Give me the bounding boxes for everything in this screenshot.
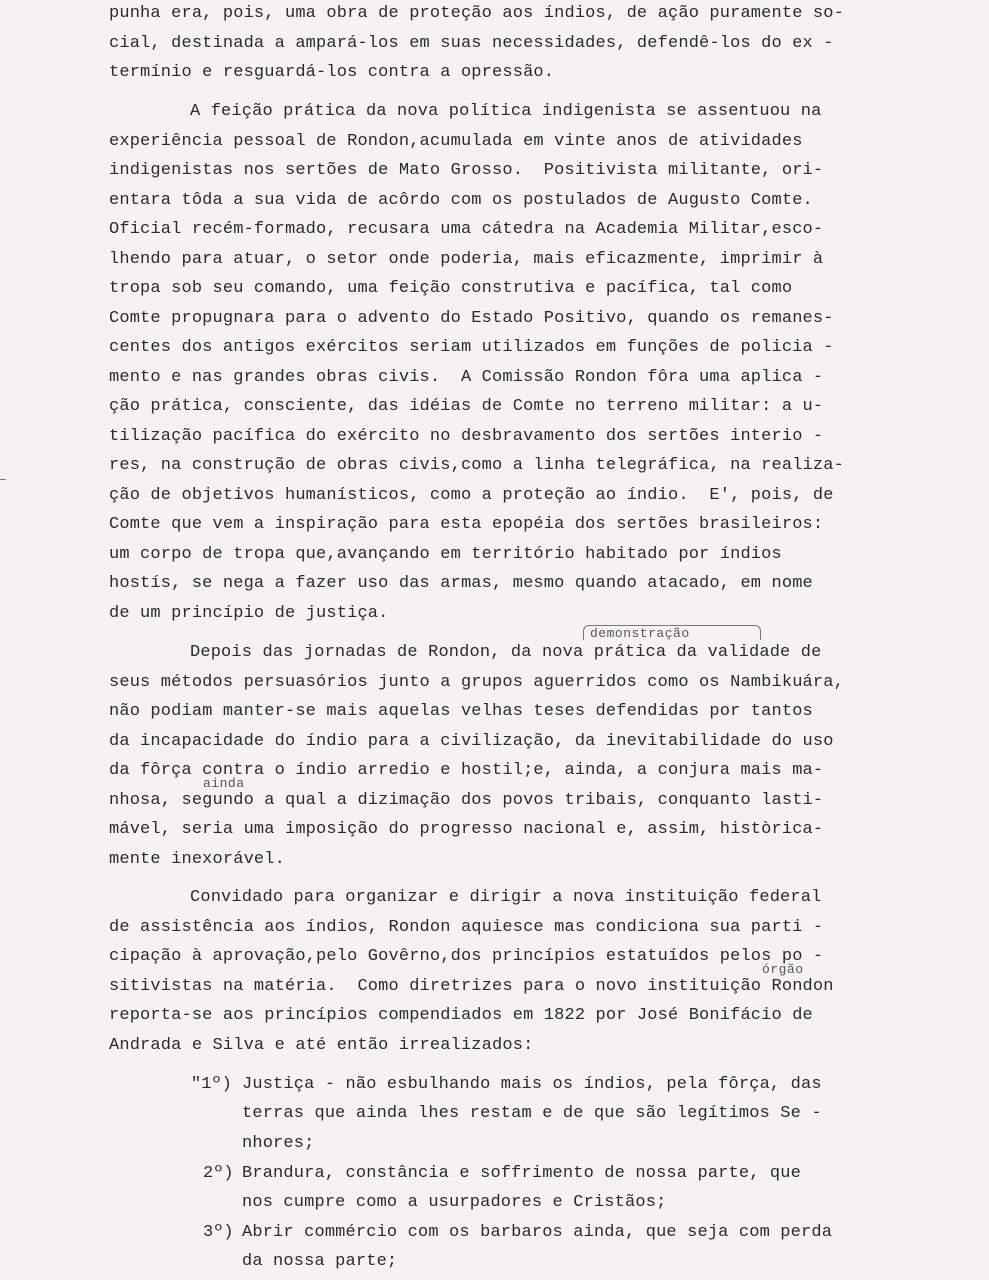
text-line: de um princípio de justiça. (109, 604, 389, 623)
text-line: Comte que vem a inspiração para esta epopéia dos sertões brasileiros: (109, 515, 824, 534)
text-line: centes dos antigos exércitos seriam utilizados em funções de policia - (109, 338, 834, 357)
text-line: cial, destinada a ampará-los em suas necessidades, defendê-los do ex - (109, 34, 834, 53)
list-item-line: nhores; (242, 1134, 315, 1153)
text-line: cipação à aprovação,pelo Govêrno,dos princípios estatuídos pelos po - (109, 947, 824, 966)
handwritten-annotation: órgão (762, 962, 804, 977)
text-line: entara tôda a sua vida de acôrdo com os postulados de Augusto Comte. (109, 191, 813, 210)
text-line: experiência pessoal de Rondon,acumulada em vinte anos de atividades (109, 132, 803, 151)
text-line: ção prática, consciente, das idéias de Comte no terreno militar: a u- (109, 397, 824, 416)
text-line: Oficial recém-formado, recusara uma cátedra na Academia Militar,esco- (109, 220, 824, 239)
list-item-line: Brandura, constância e soffrimento de nossa parte, que (242, 1164, 801, 1183)
text-line: lhendo para atuar, o setor onde poderia, mais eficazmente, imprimir à (109, 250, 824, 269)
handwritten-annotation: ainda (203, 776, 245, 791)
handwritten-annotation: demonstração (590, 626, 690, 641)
text-line: Andrada e Silva e até então irrealizados: (109, 1036, 534, 1055)
text-line: Comte propugnara para o advento do Estado Positivo, quando os remanes- (109, 309, 834, 328)
list-item-line: da nossa parte; (242, 1252, 398, 1271)
list-number: 3º) (203, 1223, 234, 1242)
text-line: um corpo de tropa que,avançando em território habitado por índios (109, 545, 782, 564)
text-line: da fôrça contra o índio arredio e hostil;e, ainda, a conjura mais ma- (109, 761, 824, 780)
text-line: sitivistas na matéria. Como diretrizes para o novo instituição Rondon (109, 977, 834, 996)
text-line: A feição prática da nova política indigenista se assentuou na (190, 102, 822, 121)
text-line: mento e nas grandes obras civis. A Comissão Rondon fôra uma aplica - (109, 368, 824, 387)
text-line: indigenistas nos sertões de Mato Grosso. Positivista militante, ori- (109, 161, 824, 180)
margin-mark (0, 479, 6, 480)
text-line: mente inexorável. (109, 850, 285, 869)
text-line: tilização pacífica do exército no desbravamento dos sertões interio - (109, 427, 824, 446)
text-line: res, na construção de obras civis,como a linha telegráfica, na realiza- (109, 456, 844, 475)
text-line: Convidado para organizar e dirigir a nova instituição federal (190, 888, 822, 907)
text-line: seus métodos persuasórios junto a grupos aguerridos como os Nambikuára, (109, 673, 844, 692)
text-line: de assistência aos índios, Rondon aquiesce mas condiciona sua parti - (109, 918, 824, 937)
text-line: ção de objetivos humanísticos, como a proteção ao índio. E', pois, de (109, 486, 834, 505)
text-line: não podiam manter-se mais aquelas velhas teses defendidas por tantos (109, 702, 813, 721)
text-line: mável, seria uma imposição do progresso nacional e, assim, històrica- (109, 820, 824, 839)
text-line: hostís, se nega a fazer uso das armas, mesmo quando atacado, em nome (109, 574, 813, 593)
text-line: reporta-se aos princípios compendiados em 1822 por José Bonifácio de (109, 1006, 813, 1025)
list-number: 2º) (203, 1164, 234, 1183)
text-line: da incapacidade do índio para a civilização, da inevitabilidade do uso (109, 732, 834, 751)
list-item-line: Abrir commércio com os barbaros ainda, que seja com perda (242, 1223, 833, 1242)
text-line: nhosa, segundo a qual a dizimação dos povos tribais, conquanto lasti- (109, 791, 824, 810)
list-item-line: Justiça - não esbulhando mais os índios, pela fôrça, das (242, 1075, 822, 1094)
text-line: punha era, pois, uma obra de proteção aos índios, de ação puramente so- (109, 4, 844, 23)
text-line: Depois das jornadas de Rondon, da nova prática da validade de (190, 643, 822, 662)
list-item-line: terras que ainda lhes restam e de que são legítimos Se - (242, 1104, 822, 1123)
text-line: termínio e resguardá-los contra a opressão. (109, 63, 555, 82)
list-item-line: nos cumpre como a usurpadores e Cristãos; (242, 1193, 667, 1212)
text-line: tropa sob seu comando, uma feição construtiva e pacífica, tal como (109, 279, 793, 298)
list-number: "1º) (191, 1075, 232, 1094)
